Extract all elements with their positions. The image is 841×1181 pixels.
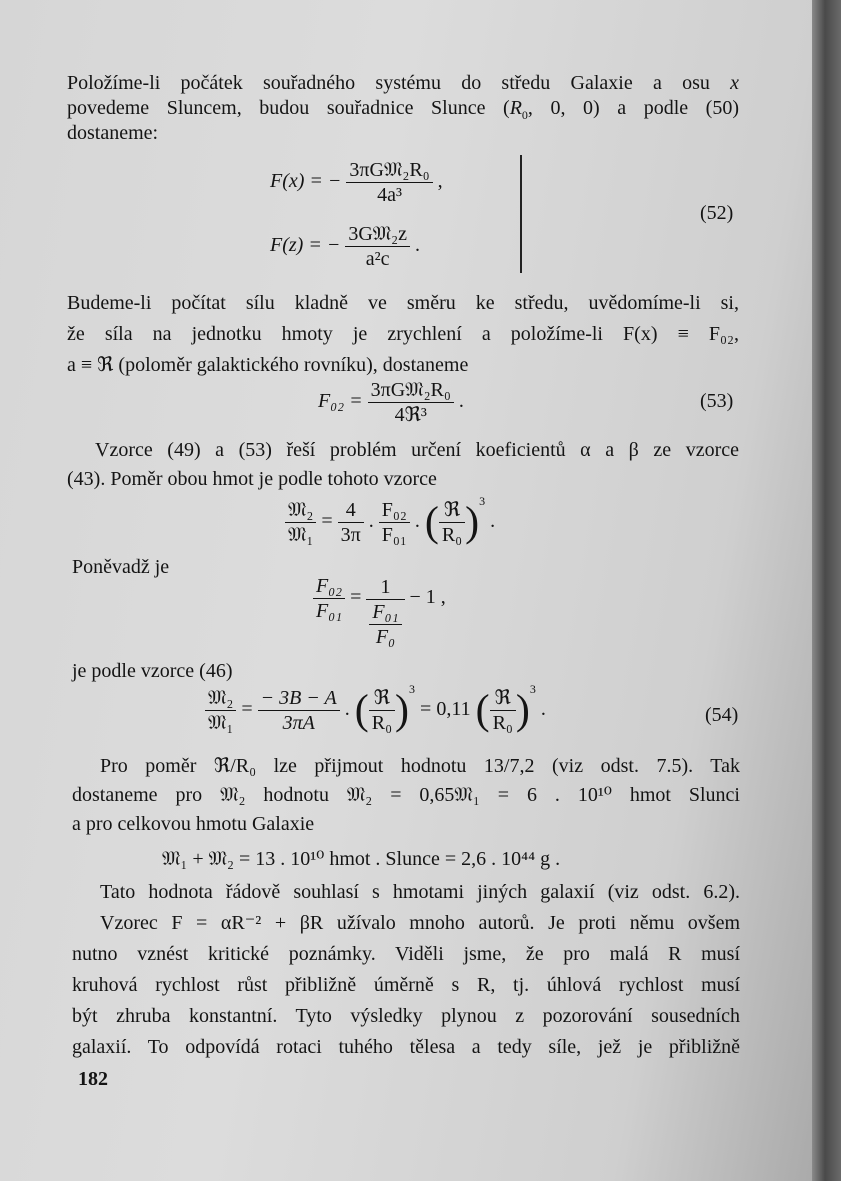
eq52-l1-num: 3πG𝔐₂R₀	[346, 158, 432, 183]
eq52-line2	[270, 222, 420, 271]
eq52-l1-lhs: F(x) = −	[270, 170, 342, 193]
eq52-l2-end: .	[415, 234, 421, 257]
eq53	[318, 378, 464, 427]
eq54-frac3	[369, 686, 395, 735]
para5-line2: Vzorec F = αR⁻² + βR užívalo mnoho autorů. Je proti němu ovšem	[100, 912, 740, 934]
eq54-den4: R₀	[492, 712, 513, 734]
eq54-exp1: 3	[409, 682, 416, 697]
ratio-frac3	[379, 498, 410, 547]
eq52-l2-frac	[345, 222, 410, 271]
eq54-den3: R₀	[371, 712, 393, 734]
eq54-rparen1: )	[395, 687, 410, 734]
ratio-lparen: (	[424, 499, 439, 546]
eq53-end: .	[458, 390, 464, 413]
eq53-lhs: F₀₂ =	[318, 390, 363, 413]
eq54-lparen2: (	[475, 687, 490, 734]
ratio-frac4	[439, 498, 465, 547]
para1: Položíme-li počátek souřadného systému do středu Galaxie a osu x povedeme Sluncem, budou souřadnice Slunce ($R_0$, 0, 0) a podle (50) dostaneme:	[67, 72, 740, 144]
fratio-inner-num: F₀₁	[372, 601, 399, 623]
para5	[72, 877, 740, 1063]
book-edge	[812, 0, 841, 1181]
eq52-number: (52)	[700, 202, 734, 224]
eq54-frac4	[490, 686, 516, 735]
eq53-number: (53)	[700, 390, 734, 412]
eq52-l1-den: 4a³	[377, 184, 402, 206]
para2-line1: Budeme-li počítat sílu kladně ve směru ke středu, uvědomíme-li si,	[67, 292, 739, 314]
ratio-num4: ℜ	[439, 498, 465, 523]
ratio-num1: 𝔐₂	[285, 498, 316, 523]
para1-line2b: , 0, 0) a podle (50)	[527, 97, 740, 119]
eq54: $\frac{\text{𝔐₂}}{\text{𝔐₁}}$ = $\frac{- 3B - A}{3\pi A}$ . ( $\frac{\text{ℜ}}{\text{R₀}}$ )$^3$ = 0,11 ( $\frac{\text{ℜ}}{\text{R₀}}$ )$^3$ .	[205, 686, 546, 735]
para5-line6: galaxií. To odpovídá rotaci tuhého tělesa a tedy síle, jež je přibližně	[72, 1036, 740, 1058]
eq54-den2: 3πA	[282, 712, 315, 734]
para5-line4: kruhová rychlost růst přibližně úměrně s R, tj. úhlová rychlost musí	[72, 974, 740, 996]
eq54-rparen2: )	[515, 687, 530, 734]
ratio-num3: F₀₂	[379, 498, 410, 523]
eq-ratio: $\frac{\text{𝔐₂}}{\text{𝔐₁}}$ = $\frac{4}{3\pi}$ . $\frac{\text{F₀₂}}{\text{F₀₁}}$ . ( $\frac{\text{ℜ}}{\text{R₀}}$ )$^3$ .	[285, 498, 495, 547]
para3	[67, 436, 739, 494]
para4-line1: Pro poměr ℜ/R₀ lze přijmout hodnotu 13/7,2 (viz odst. 7.5). Tak	[100, 755, 740, 777]
fratio-inner	[369, 600, 401, 649]
podle46-text: je podle vzorce (46)	[72, 660, 233, 682]
eq54-frac1	[205, 686, 236, 735]
eq52-l2-den: a²c	[365, 248, 390, 270]
para3-line2: (43). Poměr obou hmot je podle tohoto vzorce	[67, 468, 437, 490]
para4-line2: dostaneme pro 𝔐₂ hodnotu 𝔐₂ = 0,65𝔐₁ = 6 . 10¹⁰ hmot Slunci	[72, 784, 740, 806]
ratio-end: .	[490, 510, 496, 533]
para1-line3: dostaneme:	[67, 122, 159, 144]
fratio-den2	[366, 600, 404, 649]
para2-line3: a ≡ ℜ (poloměr galaktického rovníku), dostaneme	[67, 354, 469, 376]
eq54-num4: ℜ	[490, 686, 516, 711]
para1-line2a: povedeme Sluncem, budou souřadnice Slunce (	[67, 97, 510, 119]
fratio-num1: F₀₂	[316, 575, 343, 597]
para5-line3: nutno vznést kritické poznámky. Viděli jsme, že pro malá R musí	[72, 943, 740, 965]
eq54-lparen1: (	[354, 687, 369, 734]
eq52-l1-end: ,	[437, 170, 443, 193]
eq54-den1: 𝔐₁	[208, 712, 234, 734]
ratio-exp: 3	[479, 494, 486, 509]
ponevadz-text: Poněvadž je	[72, 556, 170, 578]
eq54-num2: − 3B − A	[260, 687, 337, 709]
para3-line1: Vzorce (49) a (53) řeší problém určení koeficientů α a β ze vzorce	[95, 439, 739, 461]
ratio-den3: F₀₁	[381, 524, 407, 546]
ratio-den1: 𝔐₁	[288, 524, 314, 546]
eq53-num: 3πG𝔐₂R₀	[368, 378, 454, 403]
fratio-frac1	[313, 574, 345, 623]
ratio-num2: 4	[338, 498, 364, 523]
fratio-tail: − 1 ,	[409, 586, 446, 609]
page-number: 182	[78, 1068, 108, 1090]
ratio-frac2	[338, 498, 364, 547]
eq54-num3: ℜ	[369, 686, 395, 711]
eq52-l2-num: 3G𝔐₂z	[345, 222, 410, 247]
eq54-mid: = 0,11	[420, 698, 471, 721]
para5-line5: být zhruba konstantní. Tyto výsledky plynou z pozorování sousedních	[72, 1005, 740, 1027]
ratio-den2: 3π	[340, 524, 361, 546]
eq-fratio: $\frac{\text{F₀₂}}{\text{F₀₁}}$ = $\frac{1}{\frac{\text{F₀₁}}{\text{F₀}}}$ − 1 ,	[313, 574, 446, 649]
fratio-frac2	[366, 575, 404, 649]
para2-line2: že síla na jednotku hmoty je zrychlení a položíme-li F(x) ≡ F₀₂,	[67, 323, 739, 345]
para4	[72, 752, 740, 839]
para4-line3: a pro celkovou hmotu Galaxie	[72, 813, 315, 835]
eq54-number: (54)	[705, 704, 739, 726]
fratio-den1: F₀₁	[316, 600, 343, 622]
eq54-num1: 𝔐₂	[205, 686, 236, 711]
eq53-frac	[368, 378, 454, 427]
para5-line1: Tato hodnota řádově souhlasí s hmotami jiných galaxií (viz odst. 6.2).	[100, 881, 740, 903]
ratio-frac1	[285, 498, 316, 547]
ratio-rparen: )	[465, 499, 480, 546]
para2	[67, 288, 739, 381]
eq52-line1	[270, 158, 443, 207]
eq53-den: 4ℜ³	[394, 404, 427, 426]
eq52-l1-frac	[346, 158, 432, 207]
eq52-brace	[520, 155, 522, 273]
eq-total: 𝔐₁ + 𝔐₂ = 13 . 10¹⁰ hmot . Slunce = 2,6 . 10⁴⁴ g .	[162, 848, 561, 870]
ratio-den4: R₀	[441, 524, 463, 546]
eq54-end: .	[540, 698, 546, 721]
fratio-inner-den: F₀	[375, 626, 396, 648]
eq54-frac2	[258, 686, 340, 735]
eq54-exp2: 3	[529, 682, 536, 697]
fratio-num2: 1	[366, 575, 404, 600]
para1-line1: Položíme-li počátek souřadného systému do středu Galaxie a osu	[67, 72, 710, 94]
eq52-l2-lhs: F(z) = −	[270, 234, 341, 257]
